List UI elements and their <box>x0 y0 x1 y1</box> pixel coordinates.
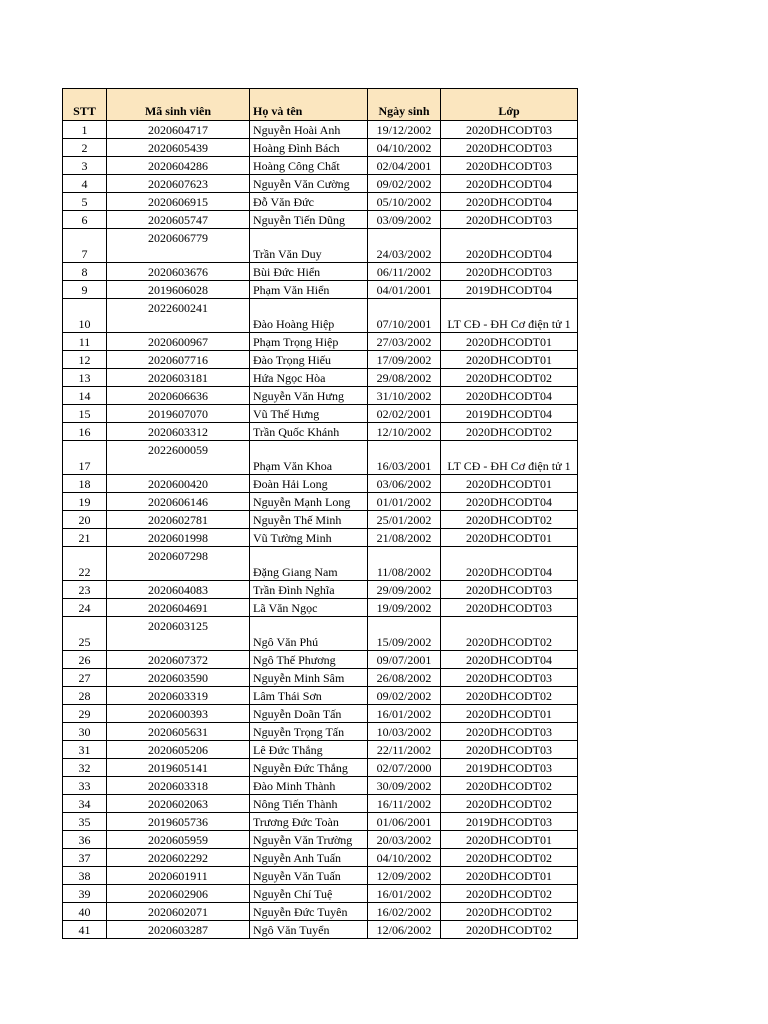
cell-stt: 3 <box>63 157 107 175</box>
table-row <box>63 263 578 281</box>
cell-class: 2019DHCODT04 <box>441 405 578 423</box>
cell-date-of-birth: 15/09/2002 <box>368 617 441 651</box>
cell-full-name: Đoàn Hải Long <box>250 475 368 493</box>
cell-student-id: 2020602906 <box>107 885 250 903</box>
cell-stt: 28 <box>63 687 107 705</box>
cell-full-name: Phạm Văn Khoa <box>250 441 368 475</box>
table-row <box>63 741 578 759</box>
cell-full-name: Ngô Thế Phương <box>250 651 368 669</box>
cell-full-name: Hứa Ngọc Hòa <box>250 369 368 387</box>
cell-class: 2020DHCODT01 <box>441 705 578 723</box>
cell-class: 2020DHCODT04 <box>441 387 578 405</box>
table-row <box>63 211 578 229</box>
cell-class: 2020DHCODT01 <box>441 867 578 885</box>
cell-student-id: 2020604286 <box>107 157 250 175</box>
cell-class: 2020DHCODT03 <box>441 211 578 229</box>
cell-full-name: Đặng Giang Nam <box>250 547 368 581</box>
cell-stt: 21 <box>63 529 107 547</box>
cell-stt: 16 <box>63 423 107 441</box>
cell-stt: 5 <box>63 193 107 211</box>
table-row <box>63 687 578 705</box>
cell-student-id: 2020605631 <box>107 723 250 741</box>
table-row <box>63 903 578 921</box>
cell-date-of-birth: 01/06/2001 <box>368 813 441 831</box>
cell-stt: 32 <box>63 759 107 777</box>
cell-date-of-birth: 04/10/2002 <box>368 139 441 157</box>
cell-stt: 8 <box>63 263 107 281</box>
cell-student-id: 2020607623 <box>107 175 250 193</box>
table-row <box>63 885 578 903</box>
cell-date-of-birth: 17/09/2002 <box>368 351 441 369</box>
cell-full-name: Lã Văn Ngọc <box>250 599 368 617</box>
cell-class: 2020DHCODT01 <box>441 351 578 369</box>
cell-class: 2020DHCODT01 <box>441 475 578 493</box>
cell-full-name: Vũ Thế Hưng <box>250 405 368 423</box>
cell-stt: 39 <box>63 885 107 903</box>
cell-class: 2020DHCODT03 <box>441 139 578 157</box>
cell-stt: 15 <box>63 405 107 423</box>
cell-date-of-birth: 24/03/2002 <box>368 229 441 263</box>
table-header <box>63 89 578 121</box>
header-full-name: Họ và tên <box>250 89 368 121</box>
cell-class: 2020DHCODT04 <box>441 547 578 581</box>
cell-stt: 31 <box>63 741 107 759</box>
cell-class: 2020DHCODT01 <box>441 831 578 849</box>
cell-student-id: 2020603287 <box>107 921 250 939</box>
cell-student-id: 2020604691 <box>107 599 250 617</box>
table-row <box>63 475 578 493</box>
cell-full-name: Bùi Đức Hiển <box>250 263 368 281</box>
cell-stt: 12 <box>63 351 107 369</box>
cell-stt: 7 <box>63 229 107 263</box>
cell-class: 2020DHCODT02 <box>441 903 578 921</box>
cell-student-id: 2020604083 <box>107 581 250 599</box>
cell-full-name: Trần Đình Nghĩa <box>250 581 368 599</box>
cell-date-of-birth: 02/04/2001 <box>368 157 441 175</box>
cell-student-id: 2020602071 <box>107 903 250 921</box>
cell-full-name: Nguyễn Tiến Dũng <box>250 211 368 229</box>
cell-full-name: Đào Hoàng Hiệp <box>250 299 368 333</box>
cell-date-of-birth: 31/10/2002 <box>368 387 441 405</box>
table-row <box>63 157 578 175</box>
cell-full-name: Phạm Văn Hiển <box>250 281 368 299</box>
table-row <box>63 299 578 333</box>
cell-student-id: 2020604717 <box>107 121 250 139</box>
cell-stt: 20 <box>63 511 107 529</box>
cell-student-id: 2020603181 <box>107 369 250 387</box>
cell-full-name: Nguyễn Mạnh Long <box>250 493 368 511</box>
cell-date-of-birth: 07/10/2001 <box>368 299 441 333</box>
table-row <box>63 831 578 849</box>
cell-class: 2020DHCODT03 <box>441 741 578 759</box>
cell-date-of-birth: 09/02/2002 <box>368 687 441 705</box>
cell-stt: 13 <box>63 369 107 387</box>
cell-stt: 2 <box>63 139 107 157</box>
cell-student-id: 2020607298 <box>107 547 250 581</box>
cell-date-of-birth: 03/09/2002 <box>368 211 441 229</box>
cell-student-id: 2020602063 <box>107 795 250 813</box>
cell-stt: 33 <box>63 777 107 795</box>
cell-class: 2020DHCODT02 <box>441 423 578 441</box>
table-row <box>63 529 578 547</box>
cell-full-name: Nguyễn Chí Tuệ <box>250 885 368 903</box>
cell-date-of-birth: 10/03/2002 <box>368 723 441 741</box>
table-row <box>63 651 578 669</box>
cell-stt: 30 <box>63 723 107 741</box>
cell-stt: 29 <box>63 705 107 723</box>
cell-stt: 27 <box>63 669 107 687</box>
header-student-id: Mã sinh viên <box>107 89 250 121</box>
cell-full-name: Nguyễn Văn Cường <box>250 175 368 193</box>
header-date-of-birth: Ngày sinh <box>368 89 441 121</box>
cell-class: 2020DHCODT03 <box>441 599 578 617</box>
cell-stt: 38 <box>63 867 107 885</box>
cell-date-of-birth: 16/01/2002 <box>368 885 441 903</box>
cell-student-id: 2020607372 <box>107 651 250 669</box>
cell-stt: 11 <box>63 333 107 351</box>
cell-stt: 6 <box>63 211 107 229</box>
table-row <box>63 795 578 813</box>
cell-full-name: Lê Đức Thắng <box>250 741 368 759</box>
cell-full-name: Nguyễn Doãn Tấn <box>250 705 368 723</box>
cell-full-name: Hoàng Công Chất <box>250 157 368 175</box>
cell-stt: 17 <box>63 441 107 475</box>
cell-date-of-birth: 27/03/2002 <box>368 333 441 351</box>
cell-full-name: Nguyễn Văn Hưng <box>250 387 368 405</box>
cell-student-id: 2022600241 <box>107 299 250 333</box>
cell-class: 2020DHCODT02 <box>441 617 578 651</box>
cell-class: 2020DHCODT04 <box>441 493 578 511</box>
cell-class: 2020DHCODT02 <box>441 849 578 867</box>
cell-full-name: Ngô Văn Tuyển <box>250 921 368 939</box>
cell-stt: 1 <box>63 121 107 139</box>
cell-student-id: 2020603318 <box>107 777 250 795</box>
table-row <box>63 175 578 193</box>
header-row <box>63 89 578 121</box>
table-row <box>63 705 578 723</box>
cell-date-of-birth: 12/06/2002 <box>368 921 441 939</box>
cell-class: 2020DHCODT02 <box>441 885 578 903</box>
cell-stt: 10 <box>63 299 107 333</box>
cell-class: 2020DHCODT04 <box>441 229 578 263</box>
cell-full-name: Trương Đức Toàn <box>250 813 368 831</box>
cell-class: LT CĐ - ĐH Cơ điện tử 1 <box>441 441 578 475</box>
cell-full-name: Lâm Thái Sơn <box>250 687 368 705</box>
cell-stt: 36 <box>63 831 107 849</box>
table-row <box>63 617 578 651</box>
table-row <box>63 723 578 741</box>
cell-class: 2020DHCODT04 <box>441 193 578 211</box>
table-row <box>63 423 578 441</box>
cell-date-of-birth: 29/09/2002 <box>368 581 441 599</box>
table-row <box>63 139 578 157</box>
cell-date-of-birth: 19/12/2002 <box>368 121 441 139</box>
cell-class: 2020DHCODT01 <box>441 529 578 547</box>
cell-full-name: Hoàng Đình Bách <box>250 139 368 157</box>
cell-full-name: Đào Minh Thành <box>250 777 368 795</box>
table-row <box>63 493 578 511</box>
cell-stt: 19 <box>63 493 107 511</box>
cell-student-id: 2019607070 <box>107 405 250 423</box>
cell-date-of-birth: 20/03/2002 <box>368 831 441 849</box>
cell-full-name: Đỗ Văn Đức <box>250 193 368 211</box>
cell-date-of-birth: 02/02/2001 <box>368 405 441 423</box>
cell-date-of-birth: 21/08/2002 <box>368 529 441 547</box>
table-row <box>63 921 578 939</box>
cell-student-id: 2020606146 <box>107 493 250 511</box>
table-row <box>63 193 578 211</box>
cell-student-id: 2020603319 <box>107 687 250 705</box>
cell-student-id: 2020606915 <box>107 193 250 211</box>
cell-full-name: Nguyễn Anh Tuấn <box>250 849 368 867</box>
cell-class: 2020DHCODT02 <box>441 795 578 813</box>
table-body <box>63 121 578 939</box>
table-row <box>63 511 578 529</box>
cell-date-of-birth: 04/10/2002 <box>368 849 441 867</box>
cell-stt: 37 <box>63 849 107 867</box>
cell-student-id: 2019605736 <box>107 813 250 831</box>
cell-class: 2020DHCODT02 <box>441 369 578 387</box>
cell-full-name: Nguyễn Minh Sâm <box>250 669 368 687</box>
cell-stt: 4 <box>63 175 107 193</box>
cell-date-of-birth: 03/06/2002 <box>368 475 441 493</box>
table-row <box>63 547 578 581</box>
header-class: Lớp <box>441 89 578 121</box>
cell-stt: 22 <box>63 547 107 581</box>
table-row <box>63 599 578 617</box>
cell-student-id: 2020605439 <box>107 139 250 157</box>
cell-full-name: Nguyễn Văn Tuấn <box>250 867 368 885</box>
cell-stt: 9 <box>63 281 107 299</box>
cell-stt: 23 <box>63 581 107 599</box>
cell-student-id: 2020601998 <box>107 529 250 547</box>
cell-stt: 34 <box>63 795 107 813</box>
table-row <box>63 229 578 263</box>
cell-date-of-birth: 25/01/2002 <box>368 511 441 529</box>
cell-student-id: 2020603590 <box>107 669 250 687</box>
cell-date-of-birth: 19/09/2002 <box>368 599 441 617</box>
cell-stt: 35 <box>63 813 107 831</box>
table-row <box>63 405 578 423</box>
cell-date-of-birth: 04/01/2001 <box>368 281 441 299</box>
table-row <box>63 581 578 599</box>
table-row <box>63 281 578 299</box>
cell-date-of-birth: 16/01/2002 <box>368 705 441 723</box>
cell-class: 2020DHCODT02 <box>441 777 578 795</box>
cell-class: 2019DHCODT03 <box>441 759 578 777</box>
cell-student-id: 2020603676 <box>107 263 250 281</box>
cell-full-name: Trần Văn Duy <box>250 229 368 263</box>
cell-date-of-birth: 16/03/2001 <box>368 441 441 475</box>
table-row <box>63 669 578 687</box>
cell-student-id: 2020607716 <box>107 351 250 369</box>
cell-student-id: 2020601911 <box>107 867 250 885</box>
student-list-table <box>62 88 578 939</box>
cell-class: 2020DHCODT02 <box>441 511 578 529</box>
header-stt: STT <box>63 89 107 121</box>
cell-date-of-birth: 30/09/2002 <box>368 777 441 795</box>
cell-full-name: Đào Trọng Hiếu <box>250 351 368 369</box>
cell-full-name: Nguyễn Thế Minh <box>250 511 368 529</box>
cell-student-id: 2020600393 <box>107 705 250 723</box>
cell-full-name: Phạm Trọng Hiệp <box>250 333 368 351</box>
cell-student-id: 2020600420 <box>107 475 250 493</box>
cell-date-of-birth: 06/11/2002 <box>368 263 441 281</box>
cell-stt: 24 <box>63 599 107 617</box>
cell-class: 2020DHCODT02 <box>441 687 578 705</box>
cell-class: 2020DHCODT02 <box>441 921 578 939</box>
cell-student-id: 2020606636 <box>107 387 250 405</box>
cell-student-id: 2020600967 <box>107 333 250 351</box>
cell-class: 2020DHCODT03 <box>441 669 578 687</box>
cell-full-name: Vũ Tường Minh <box>250 529 368 547</box>
cell-date-of-birth: 11/08/2002 <box>368 547 441 581</box>
table-row <box>63 813 578 831</box>
cell-stt: 25 <box>63 617 107 651</box>
cell-student-id: 2020605959 <box>107 831 250 849</box>
cell-class: 2020DHCODT03 <box>441 121 578 139</box>
table-row <box>63 867 578 885</box>
cell-student-id: 2020605206 <box>107 741 250 759</box>
cell-date-of-birth: 05/10/2002 <box>368 193 441 211</box>
table-row <box>63 387 578 405</box>
table-row <box>63 849 578 867</box>
cell-full-name: Nguyễn Đức Thắng <box>250 759 368 777</box>
cell-class: 2020DHCODT03 <box>441 581 578 599</box>
cell-stt: 18 <box>63 475 107 493</box>
cell-date-of-birth: 26/08/2002 <box>368 669 441 687</box>
cell-date-of-birth: 09/02/2002 <box>368 175 441 193</box>
cell-date-of-birth: 09/07/2001 <box>368 651 441 669</box>
cell-student-id: 2020602781 <box>107 511 250 529</box>
cell-student-id: 2020602292 <box>107 849 250 867</box>
table-row <box>63 333 578 351</box>
cell-class: 2020DHCODT04 <box>441 175 578 193</box>
cell-date-of-birth: 29/08/2002 <box>368 369 441 387</box>
cell-date-of-birth: 16/02/2002 <box>368 903 441 921</box>
table-row <box>63 777 578 795</box>
cell-class: 2020DHCODT01 <box>441 333 578 351</box>
cell-student-id: 2022600059 <box>107 441 250 475</box>
cell-stt: 26 <box>63 651 107 669</box>
cell-date-of-birth: 22/11/2002 <box>368 741 441 759</box>
cell-class: 2020DHCODT04 <box>441 651 578 669</box>
cell-student-id: 2019605141 <box>107 759 250 777</box>
cell-student-id: 2020603125 <box>107 617 250 651</box>
cell-full-name: Nguyễn Hoài Anh <box>250 121 368 139</box>
cell-student-id: 2019606028 <box>107 281 250 299</box>
cell-date-of-birth: 16/11/2002 <box>368 795 441 813</box>
cell-date-of-birth: 01/01/2002 <box>368 493 441 511</box>
cell-stt: 41 <box>63 921 107 939</box>
cell-student-id: 2020605747 <box>107 211 250 229</box>
cell-class: 2019DHCODT04 <box>441 281 578 299</box>
table-row <box>63 121 578 139</box>
cell-student-id: 2020603312 <box>107 423 250 441</box>
table-row <box>63 351 578 369</box>
cell-full-name: Nguyễn Trọng Tấn <box>250 723 368 741</box>
cell-student-id: 2020606779 <box>107 229 250 263</box>
cell-full-name: Nông Tiến Thành <box>250 795 368 813</box>
cell-full-name: Nguyễn Đức Tuyên <box>250 903 368 921</box>
cell-date-of-birth: 02/07/2000 <box>368 759 441 777</box>
cell-class: 2019DHCODT03 <box>441 813 578 831</box>
cell-class: 2020DHCODT03 <box>441 157 578 175</box>
table-row <box>63 369 578 387</box>
cell-stt: 14 <box>63 387 107 405</box>
cell-class: 2020DHCODT03 <box>441 723 578 741</box>
table-row <box>63 759 578 777</box>
cell-date-of-birth: 12/10/2002 <box>368 423 441 441</box>
table-row <box>63 441 578 475</box>
cell-class: LT CĐ - ĐH Cơ điện tử 1 <box>441 299 578 333</box>
cell-full-name: Ngô Văn Phú <box>250 617 368 651</box>
cell-class: 2020DHCODT03 <box>441 263 578 281</box>
cell-full-name: Trần Quốc Khánh <box>250 423 368 441</box>
cell-full-name: Nguyễn Văn Trường <box>250 831 368 849</box>
cell-date-of-birth: 12/09/2002 <box>368 867 441 885</box>
cell-stt: 40 <box>63 903 107 921</box>
